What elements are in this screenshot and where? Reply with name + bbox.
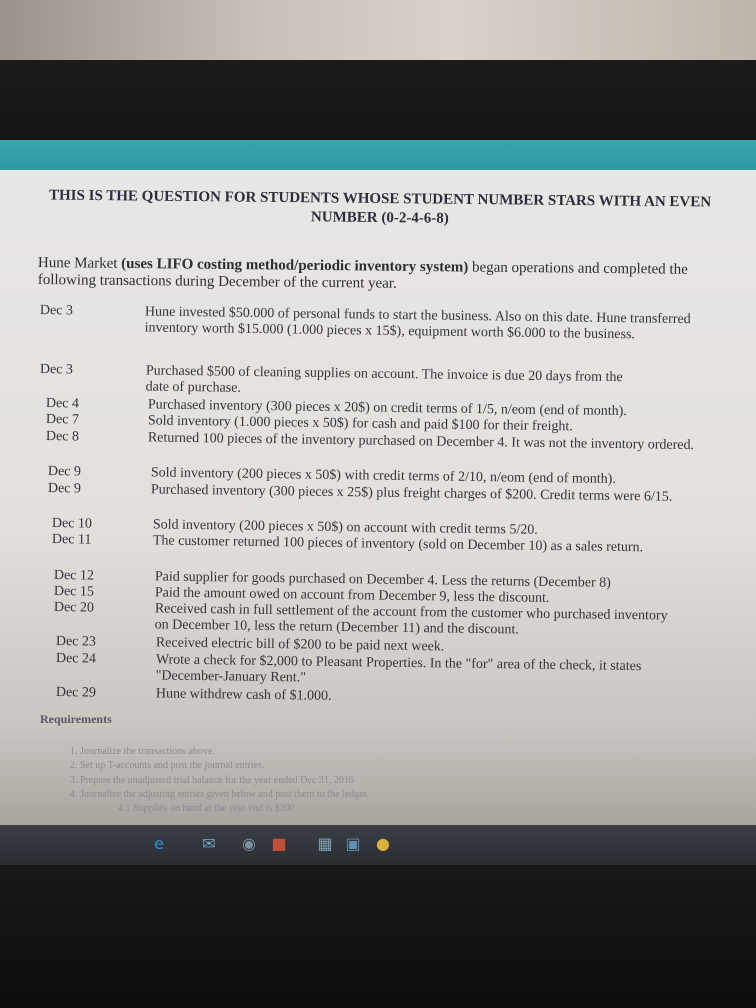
transaction-text: Sold inventory (200 pieces x 50$) with credit terms of 2/10, n/eom (end of month). xyxy=(150,465,616,487)
transaction-text: Purchased $500 of cleaning supplies on account. The invoice is due 20 days from the date of purchase. xyxy=(145,363,623,396)
transaction-text: Sold inventory (200 pieces x 50$) on account with credit terms 5/20. xyxy=(152,517,538,538)
transaction-date: Dec 9 xyxy=(47,481,82,497)
transaction-text: The customer returned 100 pieces of inventory (sold on December 10) as a sales return. xyxy=(152,533,644,556)
transaction-text: Wrote a check for $2,000 to Pleasant Properties. In the "for" area of the check, it states "December-January Rent." xyxy=(155,652,642,685)
transaction-date: Dec 3 xyxy=(39,303,74,319)
transaction-date: Dec 23 xyxy=(55,634,97,650)
transaction-text: Purchased inventory (300 pieces x 25$) plus freight charges of $200. Credit terms were 6/15. xyxy=(150,482,673,505)
transaction-date: Dec 9 xyxy=(47,464,82,480)
transaction-date: Dec 20 xyxy=(53,600,95,616)
intro-paragraph xyxy=(38,255,718,296)
transaction-text: Purchased inventory (300 pieces x 20$) on credit terms of 1/5, n/eom (end of month). xyxy=(147,397,627,420)
mail-icon[interactable]: ✉ xyxy=(202,834,216,853)
transaction-text: Hune withdrew cash of $1.000. xyxy=(155,686,332,704)
transaction-text: Sold inventory (1.000 pieces x 50$) for cash and paid $100 for their freight. xyxy=(147,413,573,435)
transaction-date: Dec 7 xyxy=(45,412,80,428)
document-header-band xyxy=(0,140,756,172)
office-icon[interactable]: ■ xyxy=(271,834,287,853)
transaction-date: Dec 3 xyxy=(39,362,74,378)
transaction-text: Paid the amount owed on account from December 9, less the discount. xyxy=(154,585,550,606)
requirement-item: 1. Journalize the transactions above. xyxy=(70,746,215,757)
edge-icon[interactable]: e xyxy=(154,834,164,853)
transaction-date: Dec 24 xyxy=(55,651,97,667)
requirement-item: 3. Prepare the unadjusted trial balance for the year ended Dec 31, 2016 xyxy=(70,775,354,786)
transaction-date: Dec 15 xyxy=(53,584,95,600)
transaction-text: Hune invested $50.000 of personal funds to start the business. Also on this date. Hune transferred inventory worth $15.000 (1.000 pieces x 15$), equipment worth $6.000 to the business. xyxy=(144,304,691,342)
transaction-date: Dec 10 xyxy=(51,516,93,532)
transaction-date: Dec 4 xyxy=(45,396,80,412)
intro-company: Hune Market xyxy=(37,255,122,272)
chrome-icon[interactable]: ● xyxy=(376,834,390,853)
requirement-item: 4.1 Supplies on hand at the year end is $200 xyxy=(118,803,295,814)
requirement-item: 4. Journalize the adjusting entries given below and post them to the ledger. xyxy=(70,789,369,800)
transaction-text: Received electric bill of $200 to be paid next week. xyxy=(155,635,445,655)
monitor-bezel-top xyxy=(0,60,756,150)
media-icon[interactable]: ◉ xyxy=(242,834,256,853)
store-icon[interactable]: ▣ xyxy=(345,834,361,853)
transaction-date: Dec 12 xyxy=(53,568,95,584)
transaction-text: Returned 100 pieces of the inventory purchased on December 4. It was not the inventory ordered. xyxy=(147,430,695,454)
apps-icon[interactable]: ▦ xyxy=(317,834,333,853)
intro-rest: began operations and completed the following transactions during December of the current year. xyxy=(37,259,688,292)
intro-method: (uses LIFO costing method/periodic inventory system) xyxy=(121,255,469,276)
transaction-text: Paid supplier for goods purchased on December 4. Less the returns (December 8) xyxy=(154,569,611,591)
question-title: THIS IS THE QUESTION FOR STUDENTS WHOSE STUDENT NUMBER STARS WITH AN EVEN NUMBER (0-2-4-6-8) xyxy=(48,187,712,227)
requirement-item: 2. Set up T-accounts and post the journal entries. xyxy=(70,760,265,771)
requirements-heading: Requirements xyxy=(40,712,112,726)
transaction-date: Dec 11 xyxy=(51,532,92,548)
transaction-text: Received cash in full settlement of the account from the customer who purchased inventory on December 10, less the return (December 11) and the discount. xyxy=(154,601,668,637)
transaction-date: Dec 29 xyxy=(55,685,97,701)
transaction-date: Dec 8 xyxy=(45,429,80,445)
monitor-bezel-bottom xyxy=(0,865,756,1008)
